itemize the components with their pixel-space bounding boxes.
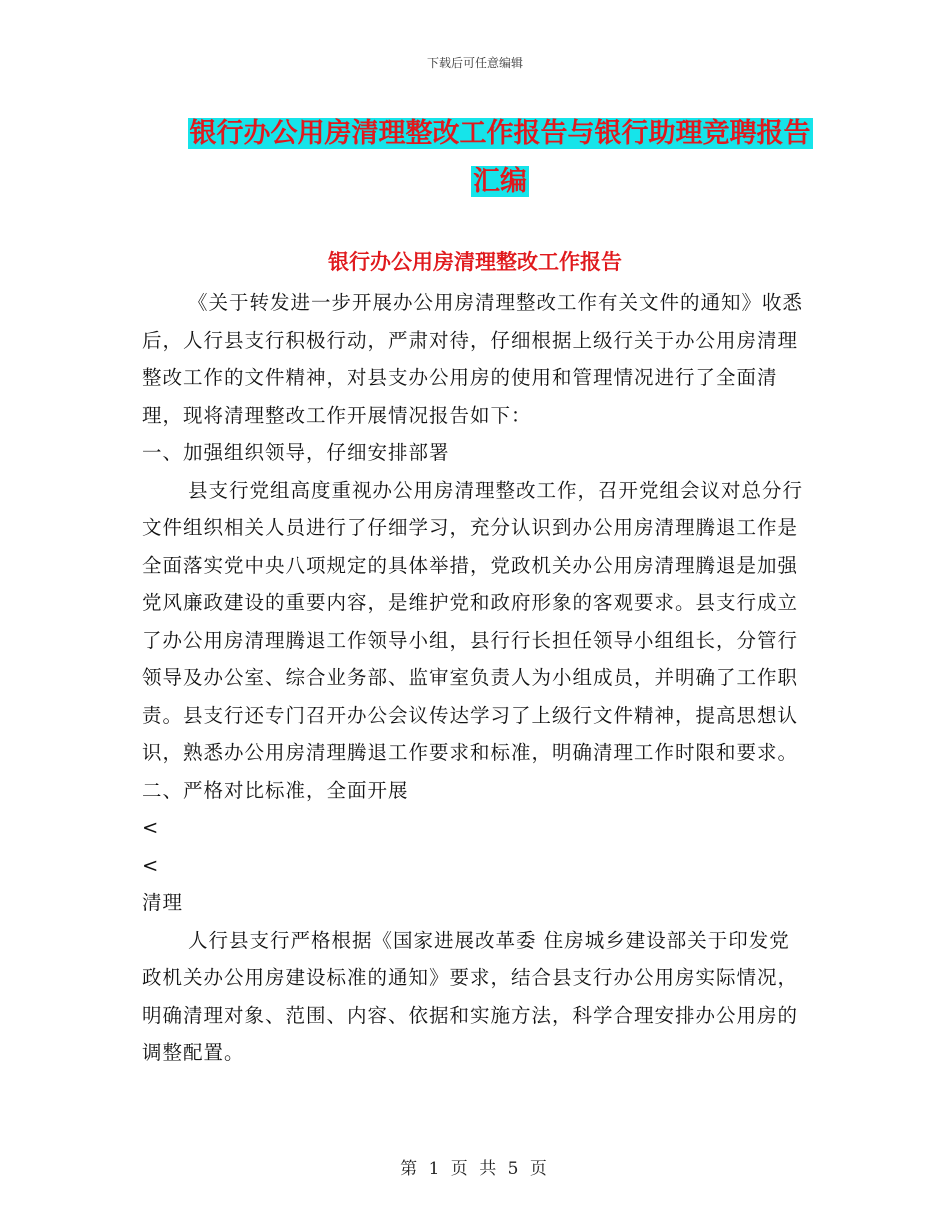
heading-1: 一、加强组织领导，仔细安排部署 — [142, 441, 450, 464]
paragraph-organization: 县支行党组高度重视办公用房清理整改工作，召开党组会议对总分行文件组织相关人员进行了仔细学习，充分认识到办公用房清理腾退工作是全面落实党中央八项规定的具体举措，党政机关办公用房清理腾退是加强党风廉政建设的重要内容，是维护党和政府形象的客观要求。县支行成立了办公用房清理腾退工作领导小组，县行行长担任领导小组组长，分管行领导及办公室、综合业务部、监审室负责人为小组成员，并明确了工作职责。县支行还专门召开办公会议传达学习了上级行文件精神，提高思想认识，熟悉办公用房清理腾退工作要求和标准，明确清理工作时限和要求。 — [142, 478, 804, 764]
heading-2: 二、严格对比标准，全面开展 — [142, 778, 409, 802]
section-title: 银行办公用房清理整改工作报告 — [328, 250, 622, 274]
document-title-line-1: 银行办公用房清理整改工作报告与银行助理竞聘报告 — [189, 118, 811, 149]
document-body — [142, 284, 810, 1072]
bracket-line-2: < — [142, 853, 160, 877]
header-note: 下载后可任意编辑 — [426, 56, 523, 70]
document-title — [150, 110, 850, 206]
subheading-cleanup: 清理 — [142, 891, 184, 914]
page-footer: 第 1 页 共 5 页 — [400, 1159, 550, 1179]
bracket-line-1: < — [142, 816, 160, 839]
document-title-line-2: 汇编 — [473, 166, 527, 197]
paragraph-intro: 《关于转发进一步开展办公用房清理整改工作有关文件的通知》收悉后，人行县支行积极行动，严肃对待，仔细根据上级行关于办公用房清理整改工作的文件精神，对县支办公用房的使用和管理情况进行了全面清理，现将清理整改工作开展情况报告如下： — [142, 291, 804, 427]
paragraph-standards: 人行县支行严格根据《国家进展改革委 住房城乡建设部关于印发党政机关办公用房建设标准的通知》要求，结合县支行办公用房实际情况，明确清理对象、范围、内容、依据和实施方法，科学合理安排办公用房的调整配置。 — [142, 928, 799, 1064]
